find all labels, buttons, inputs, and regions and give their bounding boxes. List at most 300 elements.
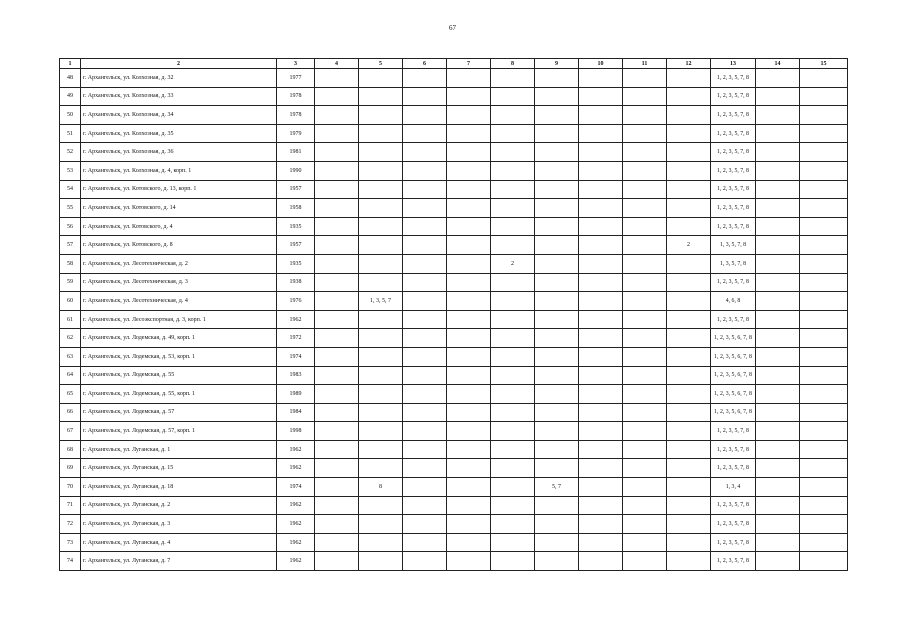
- table-cell: [535, 161, 579, 180]
- table-cell: [447, 366, 491, 385]
- year-cell: 1957: [277, 236, 315, 255]
- address-cell: г. Архангельск, ул. Колхозная, д. 35: [81, 124, 277, 143]
- table-cell: [403, 180, 447, 199]
- year-cell: 1974: [277, 347, 315, 366]
- table-cell: [403, 310, 447, 329]
- address-cell: г. Архангельск, ул. Колхозная, д. 36: [81, 143, 277, 162]
- table-cell: [315, 87, 359, 106]
- table-cell: 1, 2, 3, 5, 7, 8: [711, 459, 756, 478]
- table-cell: [447, 199, 491, 218]
- table-cell: [667, 329, 711, 348]
- table-cell: [623, 143, 667, 162]
- table-cell: [315, 422, 359, 441]
- table-row: [60, 292, 848, 311]
- table-cell: [535, 496, 579, 515]
- table-cell: 1, 2, 3, 5, 7, 8: [711, 552, 756, 571]
- table-cell: [403, 440, 447, 459]
- year-cell: 1983: [277, 366, 315, 385]
- table-cell: [667, 403, 711, 422]
- column-header-4: 4: [315, 59, 359, 69]
- table-cell: [315, 310, 359, 329]
- table-cell: [667, 347, 711, 366]
- year-cell: 1962: [277, 515, 315, 534]
- table-row: [60, 366, 848, 385]
- address-cell: г. Архангельск, ул. Лесотехническая, д. 4: [81, 292, 277, 311]
- table-cell: [756, 329, 800, 348]
- table-cell: [623, 217, 667, 236]
- table-cell: [756, 254, 800, 273]
- table-cell: [800, 403, 848, 422]
- year-cell: 1962: [277, 496, 315, 515]
- table-cell: [403, 329, 447, 348]
- table-cell: [579, 496, 623, 515]
- table-cell: [447, 347, 491, 366]
- table-cell: 1, 3, 4: [711, 478, 756, 497]
- table-cell: [359, 403, 403, 422]
- table-cell: [447, 273, 491, 292]
- table-cell: [447, 180, 491, 199]
- table-cell: 1, 2, 3, 5, 6, 7, 8: [711, 329, 756, 348]
- address-cell: г. Архангельск, ул. Котовского, д. 14: [81, 199, 277, 218]
- column-header-6: 6: [403, 59, 447, 69]
- table-cell: [491, 496, 535, 515]
- table-cell: [756, 143, 800, 162]
- table-cell: [579, 273, 623, 292]
- table-cell: [667, 440, 711, 459]
- table-cell: [800, 366, 848, 385]
- table-cell: [800, 254, 848, 273]
- table-cell: [359, 329, 403, 348]
- table-cell: [623, 385, 667, 404]
- table-cell: [447, 552, 491, 571]
- year-cell: 1972: [277, 329, 315, 348]
- table-cell: [667, 180, 711, 199]
- address-cell: г. Архангельск, ул. Колхозная, д. 32: [81, 69, 277, 88]
- table-cell: [756, 533, 800, 552]
- table-cell: [579, 217, 623, 236]
- table-cell: [535, 69, 579, 88]
- table-cell: [535, 236, 579, 255]
- table-cell: 2: [667, 236, 711, 255]
- row-number-cell: 61: [60, 310, 81, 329]
- buildings-table: [59, 58, 848, 571]
- row-number-cell: 48: [60, 69, 81, 88]
- table-cell: [535, 106, 579, 125]
- table-cell: 1, 2, 3, 5, 6, 7, 8: [711, 347, 756, 366]
- table-cell: [359, 385, 403, 404]
- column-header-2: 2: [81, 59, 277, 69]
- address-cell: г. Архангельск, ул. Котовского, д. 4: [81, 217, 277, 236]
- table-cell: [491, 440, 535, 459]
- table-cell: [491, 459, 535, 478]
- table-cell: [535, 385, 579, 404]
- table-row: [60, 254, 848, 273]
- table-cell: 1, 2, 3, 5, 7, 8: [711, 199, 756, 218]
- table-cell: [359, 440, 403, 459]
- table-row: [60, 143, 848, 162]
- table-cell: [447, 143, 491, 162]
- table-cell: [403, 496, 447, 515]
- address-cell: г. Архангельск, ул. Котовского, д. 13, корп. 1: [81, 180, 277, 199]
- table-cell: [315, 496, 359, 515]
- table-cell: [623, 533, 667, 552]
- row-number-cell: 49: [60, 87, 81, 106]
- table-cell: [315, 478, 359, 497]
- table-cell: [403, 124, 447, 143]
- table-cell: [800, 440, 848, 459]
- table-cell: [800, 478, 848, 497]
- table-cell: [756, 552, 800, 571]
- table-body: [60, 69, 848, 571]
- table-cell: 1, 2, 3, 5, 7, 8: [711, 161, 756, 180]
- table-cell: [579, 236, 623, 255]
- table-cell: [579, 292, 623, 311]
- table-cell: [403, 87, 447, 106]
- table-cell: [756, 496, 800, 515]
- table-cell: [535, 329, 579, 348]
- table-cell: [359, 217, 403, 236]
- table-cell: [667, 496, 711, 515]
- table-row: [60, 552, 848, 571]
- table-cell: [667, 161, 711, 180]
- table-cell: [403, 478, 447, 497]
- table-row: [60, 124, 848, 143]
- table-cell: [800, 385, 848, 404]
- table-cell: [535, 199, 579, 218]
- table-cell: [447, 310, 491, 329]
- table-cell: 1, 2, 3, 5, 7, 8: [711, 217, 756, 236]
- table-cell: 1, 2, 3, 5, 7, 8: [711, 440, 756, 459]
- row-number-cell: 58: [60, 254, 81, 273]
- address-cell: г. Архангельск, ул. Лесоэкспортная, д. 3, корп. 1: [81, 310, 277, 329]
- table-cell: [447, 515, 491, 534]
- table-cell: [756, 366, 800, 385]
- table-cell: [756, 199, 800, 218]
- column-header-1: 1: [60, 59, 81, 69]
- row-number-cell: 64: [60, 366, 81, 385]
- year-cell: 1935: [277, 217, 315, 236]
- row-number-cell: 71: [60, 496, 81, 515]
- table-cell: [491, 106, 535, 125]
- table-row: [60, 106, 848, 125]
- table-cell: [447, 161, 491, 180]
- table-cell: [491, 87, 535, 106]
- table-cell: [579, 199, 623, 218]
- table-cell: [359, 366, 403, 385]
- table-cell: [403, 143, 447, 162]
- year-cell: 1938: [277, 273, 315, 292]
- table-cell: 1, 2, 3, 5, 7, 8: [711, 180, 756, 199]
- table-cell: [579, 478, 623, 497]
- row-number-cell: 54: [60, 180, 81, 199]
- table-cell: [756, 273, 800, 292]
- table-cell: [491, 273, 535, 292]
- table-cell: [623, 292, 667, 311]
- column-header-8: 8: [491, 59, 535, 69]
- table-cell: 1, 2, 3, 5, 7, 8: [711, 69, 756, 88]
- table-cell: [359, 180, 403, 199]
- page-number: 67: [449, 24, 456, 32]
- table-cell: [667, 366, 711, 385]
- table-cell: [359, 515, 403, 534]
- year-cell: 1974: [277, 478, 315, 497]
- table-cell: [491, 329, 535, 348]
- address-cell: г. Архангельск, ул. Луганская, д. 18: [81, 478, 277, 497]
- table-cell: 1, 2, 3, 5, 6, 7, 8: [711, 403, 756, 422]
- table-cell: [623, 180, 667, 199]
- year-cell: 1962: [277, 552, 315, 571]
- table-cell: [579, 459, 623, 478]
- table-row: [60, 310, 848, 329]
- table-cell: [447, 459, 491, 478]
- address-cell: г. Архангельск, ул. Луганская, д. 15: [81, 459, 277, 478]
- table-cell: [800, 552, 848, 571]
- table-cell: [756, 422, 800, 441]
- table-cell: [579, 403, 623, 422]
- table-cell: [491, 533, 535, 552]
- address-cell: г. Архангельск, ул. Лодемская, д. 57: [81, 403, 277, 422]
- row-number-cell: 51: [60, 124, 81, 143]
- address-cell: г. Архангельск, ул. Лодемская, д. 57, корп. 1: [81, 422, 277, 441]
- table-cell: [623, 273, 667, 292]
- year-cell: 1978: [277, 87, 315, 106]
- year-cell: 1957: [277, 180, 315, 199]
- table-cell: [535, 87, 579, 106]
- table-cell: [447, 403, 491, 422]
- table-cell: [491, 515, 535, 534]
- table-cell: [756, 217, 800, 236]
- table-cell: [315, 385, 359, 404]
- table-cell: [667, 422, 711, 441]
- row-number-cell: 68: [60, 440, 81, 459]
- table-cell: [359, 533, 403, 552]
- table-cell: [800, 329, 848, 348]
- row-number-cell: 62: [60, 329, 81, 348]
- year-cell: 1977: [277, 69, 315, 88]
- table-cell: [403, 403, 447, 422]
- table-cell: [756, 385, 800, 404]
- table-cell: [447, 69, 491, 88]
- table-cell: [359, 459, 403, 478]
- table-cell: [579, 552, 623, 571]
- row-number-cell: 59: [60, 273, 81, 292]
- table-cell: [359, 143, 403, 162]
- table-cell: [491, 143, 535, 162]
- table-cell: [315, 180, 359, 199]
- table-cell: [491, 124, 535, 143]
- table-cell: [315, 366, 359, 385]
- table-cell: [800, 124, 848, 143]
- table-cell: [623, 254, 667, 273]
- table-cell: [359, 106, 403, 125]
- table-cell: [667, 310, 711, 329]
- row-number-cell: 53: [60, 161, 81, 180]
- table-cell: [535, 552, 579, 571]
- table-cell: [315, 236, 359, 255]
- table-cell: [535, 347, 579, 366]
- table-cell: [623, 478, 667, 497]
- table-cell: [491, 69, 535, 88]
- table-cell: 1, 3, 5, 7, 8: [711, 236, 756, 255]
- table-row: [60, 422, 848, 441]
- row-number-cell: 60: [60, 292, 81, 311]
- table-cell: [403, 254, 447, 273]
- table-cell: [667, 459, 711, 478]
- row-number-cell: 56: [60, 217, 81, 236]
- table-cell: [447, 87, 491, 106]
- table-cell: [800, 347, 848, 366]
- table-cell: [447, 440, 491, 459]
- table-row: [60, 440, 848, 459]
- table-cell: 1, 2, 3, 5, 7, 8: [711, 310, 756, 329]
- table-cell: [447, 106, 491, 125]
- table-cell: [623, 440, 667, 459]
- table-cell: [623, 329, 667, 348]
- table-cell: [315, 515, 359, 534]
- table-cell: [579, 440, 623, 459]
- table-cell: [447, 292, 491, 311]
- year-cell: 1990: [277, 161, 315, 180]
- table-cell: [623, 496, 667, 515]
- table-row: [60, 459, 848, 478]
- table-row: [60, 69, 848, 88]
- table-cell: [403, 273, 447, 292]
- table-cell: [359, 254, 403, 273]
- table-cell: [447, 385, 491, 404]
- address-cell: г. Архангельск, ул. Колхозная, д. 33: [81, 87, 277, 106]
- table-cell: [491, 422, 535, 441]
- table-cell: [800, 217, 848, 236]
- table-cell: [359, 552, 403, 571]
- table-cell: [491, 347, 535, 366]
- table-cell: [800, 496, 848, 515]
- table-cell: [359, 199, 403, 218]
- table-row: [60, 385, 848, 404]
- table-cell: [579, 422, 623, 441]
- table-cell: [315, 329, 359, 348]
- table-cell: [623, 459, 667, 478]
- table-cell: [491, 403, 535, 422]
- row-number-cell: 73: [60, 533, 81, 552]
- table-cell: 8: [359, 478, 403, 497]
- row-number-cell: 65: [60, 385, 81, 404]
- table-cell: [756, 292, 800, 311]
- address-cell: г. Архангельск, ул. Луганская, д. 4: [81, 533, 277, 552]
- table-cell: [623, 422, 667, 441]
- column-header-11: 11: [623, 59, 667, 69]
- table-cell: [359, 273, 403, 292]
- table-cell: [800, 87, 848, 106]
- table-cell: [315, 217, 359, 236]
- address-cell: г. Архангельск, ул. Луганская, д. 1: [81, 440, 277, 459]
- table-cell: [535, 515, 579, 534]
- table-cell: [800, 106, 848, 125]
- table-cell: [579, 347, 623, 366]
- table-cell: [623, 515, 667, 534]
- table-cell: [579, 310, 623, 329]
- table-cell: [447, 496, 491, 515]
- table-cell: [756, 180, 800, 199]
- table-cell: [535, 217, 579, 236]
- table-cell: [623, 366, 667, 385]
- table-cell: [491, 310, 535, 329]
- table-row: [60, 217, 848, 236]
- table-cell: [579, 533, 623, 552]
- table-cell: [667, 87, 711, 106]
- table-cell: [315, 347, 359, 366]
- table-cell: [315, 533, 359, 552]
- table-cell: [359, 124, 403, 143]
- column-header-5: 5: [359, 59, 403, 69]
- column-header-10: 10: [579, 59, 623, 69]
- table-cell: [447, 478, 491, 497]
- table-cell: 1, 2, 3, 5, 6, 7, 8: [711, 366, 756, 385]
- table-cell: [447, 533, 491, 552]
- column-header-14: 14: [756, 59, 800, 69]
- table-cell: [315, 106, 359, 125]
- table-cell: [359, 347, 403, 366]
- row-number-cell: 69: [60, 459, 81, 478]
- table-cell: [756, 124, 800, 143]
- table-cell: [535, 403, 579, 422]
- year-cell: 1962: [277, 310, 315, 329]
- table-cell: [535, 440, 579, 459]
- table-cell: [535, 124, 579, 143]
- column-header-15: 15: [800, 59, 848, 69]
- table-cell: [579, 161, 623, 180]
- table-cell: [491, 552, 535, 571]
- table-cell: 1, 2, 3, 5, 7, 8: [711, 124, 756, 143]
- table-cell: [535, 143, 579, 162]
- table-cell: [623, 106, 667, 125]
- table-cell: [800, 515, 848, 534]
- table-cell: [403, 217, 447, 236]
- table-cell: [623, 199, 667, 218]
- table-cell: [315, 552, 359, 571]
- table-cell: [359, 161, 403, 180]
- table-cell: [491, 478, 535, 497]
- table-cell: [315, 403, 359, 422]
- table-cell: [359, 310, 403, 329]
- table-cell: 1, 2, 3, 5, 7, 8: [711, 422, 756, 441]
- table-cell: [800, 69, 848, 88]
- table-cell: [403, 422, 447, 441]
- table-cell: 4, 6, 8: [711, 292, 756, 311]
- table-cell: [800, 310, 848, 329]
- table-row: [60, 180, 848, 199]
- address-cell: г. Архангельск, ул. Лодемская, д. 55: [81, 366, 277, 385]
- row-number-cell: 50: [60, 106, 81, 125]
- table-cell: [667, 106, 711, 125]
- table-cell: [359, 422, 403, 441]
- table-cell: [579, 515, 623, 534]
- table-cell: [359, 87, 403, 106]
- column-header-7: 7: [447, 59, 491, 69]
- table-cell: [667, 292, 711, 311]
- table-cell: [403, 199, 447, 218]
- row-number-cell: 57: [60, 236, 81, 255]
- table-cell: [579, 69, 623, 88]
- column-header-13: 13: [711, 59, 756, 69]
- table-cell: [491, 180, 535, 199]
- column-header-12: 12: [667, 59, 711, 69]
- table-cell: 5, 7: [535, 478, 579, 497]
- table-row: [60, 329, 848, 348]
- address-cell: г. Архангельск, ул. Лодемская, д. 55, корп. 1: [81, 385, 277, 404]
- table-row: [60, 515, 848, 534]
- table-cell: [623, 310, 667, 329]
- row-number-cell: 67: [60, 422, 81, 441]
